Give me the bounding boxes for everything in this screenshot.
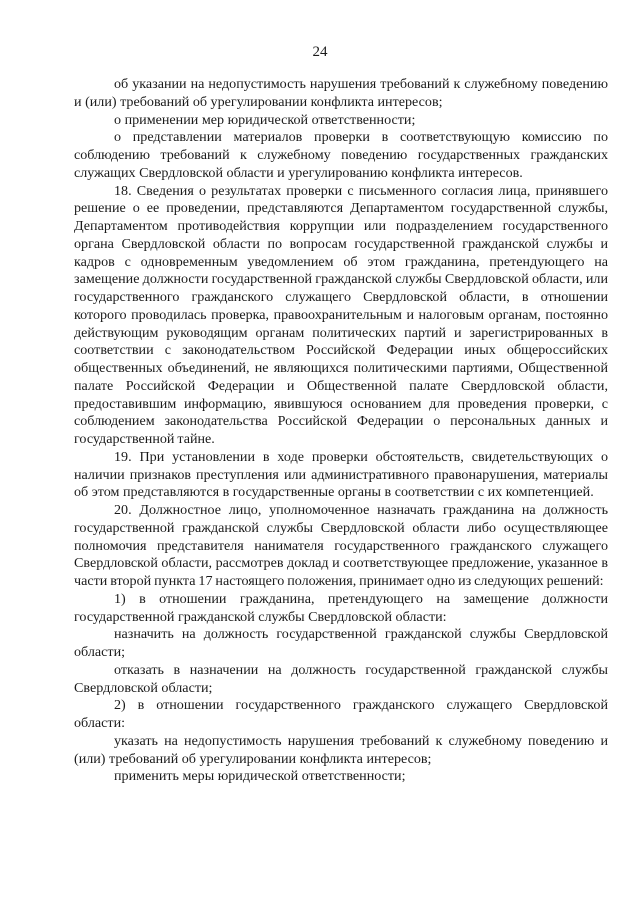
paragraph: 1) в отношении гражданина, претендующего на замещение должности государственной гражданской службы Свердловской области: — [74, 590, 608, 625]
paragraph: об указании на недопустимость нарушения требований к служебному поведению и (или) требований об урегулировании конфликта интересов; — [74, 76, 608, 110]
paragraph: о применении мер юридической ответственности; — [114, 111, 416, 128]
paragraph: применить меры юридической ответственности; — [114, 768, 406, 785]
paragraph: отказать в назначении на должность государственной гражданской службы Свердловской области; — [74, 661, 608, 696]
paragraph: 19. При установлении в ходе проверки обстоятельств, свидетельствующих о наличии признаков преступления или административного правонарушения, материалы об этом представляются в государственные органы в соответствии с их компетенцией. — [74, 448, 608, 501]
paragraph: назначить на должность государственной гражданской службы Свердловской области; — [74, 626, 608, 660]
page-number: 24 — [312, 44, 328, 60]
paragraph: 20. Должностное лицо, уполномоченное назначать гражданина на должность государственной гражданской службы Свердловской области либо осуществляющее полномочия представителя нанимателя государственного гражданского служащего Свердловской области, рассмотрев доклад и соответствующее предложение, указанное в части второй пункта 17 настоящего положения, принимает одно из следующих решений: — [74, 502, 608, 589]
paragraph: 2) в отношении государственного гражданского служащего Свердловской области: — [74, 697, 608, 731]
paragraph: о представлении материалов проверки в соответствующую комиссию по соблюдению требований к служебному поведению государственных гражданских служащих Свердловской области и урегулированию конфликта интересов. — [74, 129, 608, 181]
paragraph: 18. Сведения о результатах проверки с письменного согласия лица, принявшего решение о ее проведении, представляются Департаментом государственной службы, Департаментом противодействия коррупции или подразделением государственного органа Свердловской области по вопросам государственной гражданской службы и кадров с одновременным уведомлением об этом гражданина, претендующего на замещение должности государственной гражданской службы Свердловской области, или государственного гражданского служащего Свердловской области, в отношении которого проводилась проверка, правоохранительным и налоговым органам, постоянно действующим руководящим органам политических партий и зарегистрированных в соответствии с законодательством Российской Федерации иных общероссийских общественных объединений, не являющихся политическими партиями, Общественной палате Российской Федерации и Общественной палате Свердловской области, предоставившим информацию, явившуюся основанием для проведения проверки, с соблюдением законодательства Российской Федерации о персональных данных и государственной тайне. — [74, 182, 608, 447]
paragraph: указать на недопустимость нарушения требований к служебному поведению и (или) требований об урегулировании конфликта интересов; — [74, 732, 608, 767]
document-body — [74, 76, 608, 786]
